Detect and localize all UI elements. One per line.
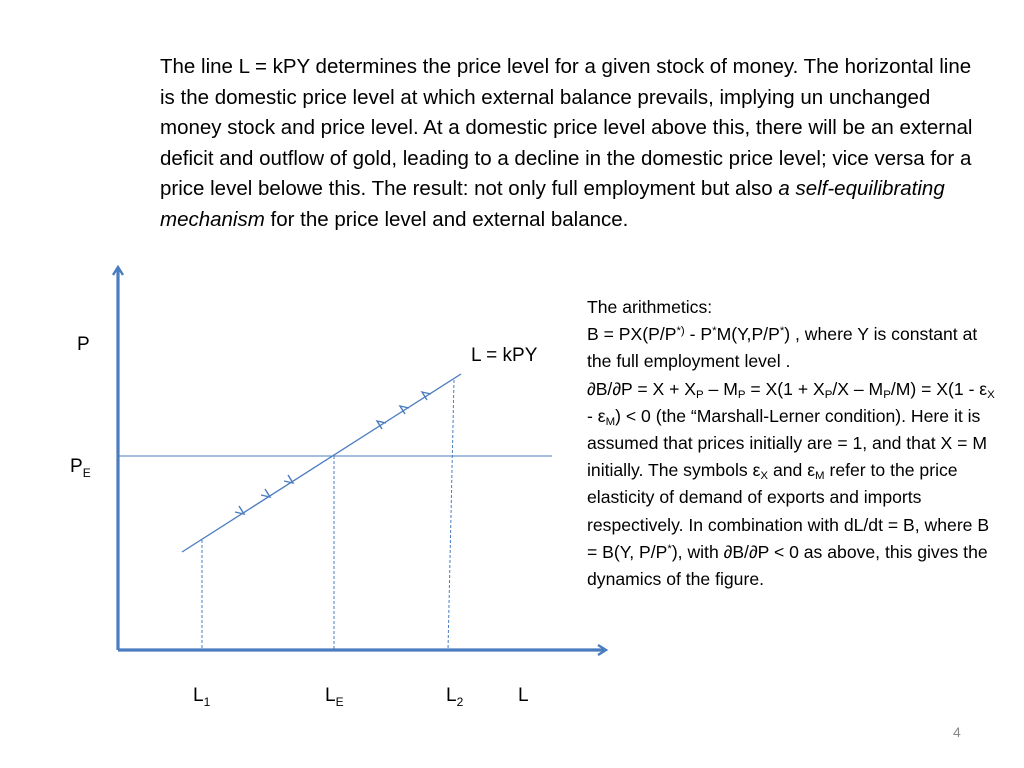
curve-label: L = kPY (471, 345, 538, 366)
intro-text-part1: The line L = kPY determines the price level for a given stock of money. The horizontal line is the domestic price level at which external balance prevails, implying un unchanged money stock and price level. At a domestic price level above this, there will be an external deficit and outflow of gold, leading to a decline in the domestic price level; vice versa for a price level belowe this. The result: not only full employment but also (160, 55, 973, 200)
y-axis-label: P (77, 334, 90, 355)
notes-heading: The arithmetics: (587, 297, 713, 317)
arrow-up-right-1 (235, 506, 244, 514)
pe-label: $P_E$ (70, 456, 91, 480)
l2-dropline (448, 380, 454, 650)
arrow-up-right-3 (284, 475, 293, 483)
intro-text-part2: for the price level and external balance. (264, 207, 629, 231)
l2-label: $L_2$ (446, 685, 464, 709)
page-number: 4 (953, 724, 961, 740)
intro-emphasis: a self-equilibrating mechanism (160, 177, 945, 231)
le-label: $L_E$ (325, 685, 344, 709)
kpy-line (182, 374, 461, 552)
derivative-explanation: $\partial B/\partial P = X + X_P - M_P = X(1 + X_P/X - M_P/M) = X(1 - \varepsilon_X - \varepsilon_M) < 0$ (the “Marshall-Lerner condition). Here it is assumed that prices initially are = 1, and that X = M initially. The symbols $\varepsilon_X$ and $\varepsilon_M$ refer to the price elasticity of demand of exports and imports respectively. In combination with dL/dt = B, where B = B(Y, P/P*), with ∂B/∂P < 0 as above, this gives the dynamics of the figure. (587, 378, 995, 590)
arrow-up-right-2 (261, 489, 270, 497)
arithmetic-notes (587, 294, 997, 593)
x-axis-label: L (518, 685, 529, 706)
l1-label: $L_1$ (193, 685, 211, 709)
balance-equation: B = PX(P/P*) - P*M(Y,P/P*) , where Y is constant at the full employment level . (587, 324, 978, 372)
